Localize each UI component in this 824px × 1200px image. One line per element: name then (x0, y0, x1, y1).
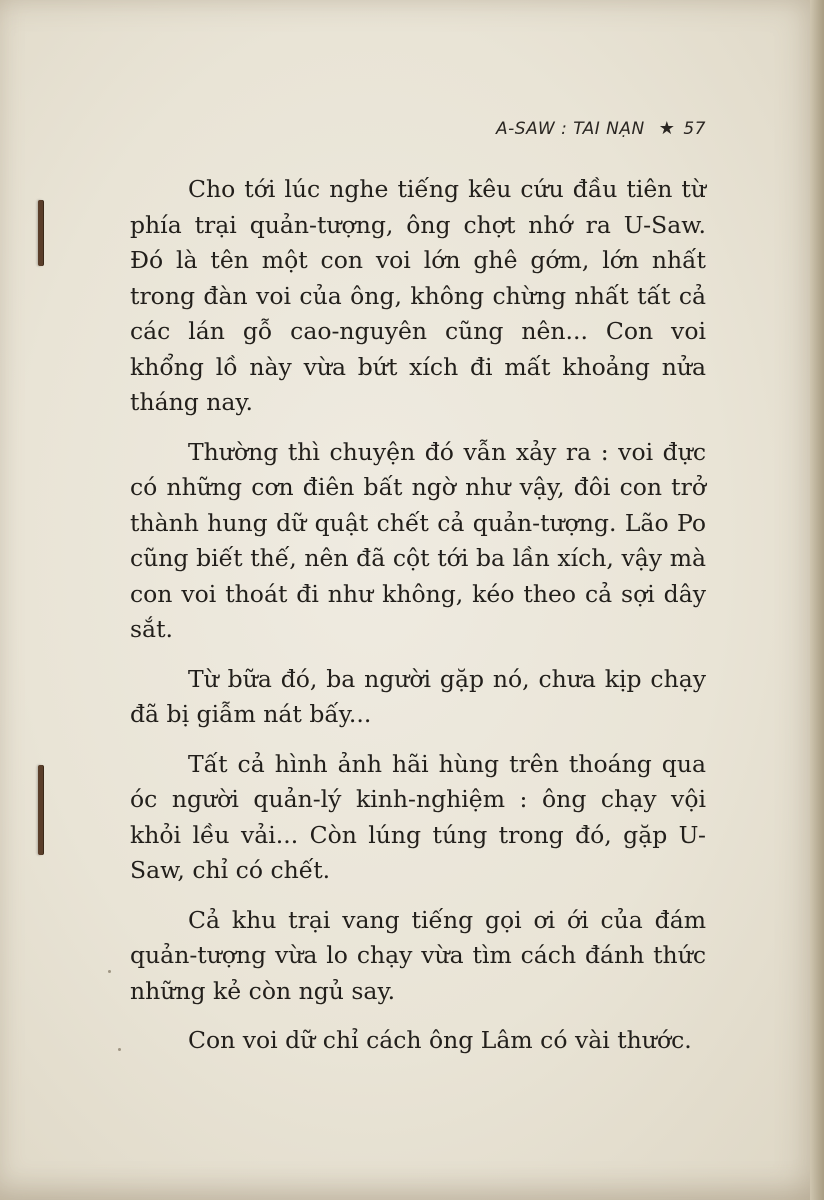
running-header (496, 118, 706, 139)
paper-spot (118, 1048, 121, 1051)
staple-bottom (38, 765, 43, 855)
star-icon: ★ (658, 118, 676, 139)
paragraph: Con voi dữ chỉ cách ông Lâm có vài thước. (188, 1026, 692, 1054)
page-edge (810, 0, 824, 1200)
body-text (130, 172, 706, 1073)
paragraph: Cả khu trại vang tiếng gọi ơi ới của đám quản-tượng vừa lo chạy vừa tìm cách đánh thức những kẻ còn ngủ say. (130, 905, 706, 1005)
running-title: A-SAW : TAI NẠN (496, 119, 645, 139)
paragraph: Từ bữa đó, ba người gặp nó, chưa kịp chạy đã bị giẫm nát bấy... (130, 664, 706, 728)
paragraph: Cho tới lúc nghe tiếng kêu cứu đầu tiên từ phía trại quản-tượng, ông chợt nhớ ra U-Saw. Đó là tên một con voi lớn ghê gớm, lớn nhất trong đàn voi của ông, không chừng nhất tất cả các lán gỗ cao-nguyên cũng nên... Con voi khổng lồ này vừa bứt xích đi mất khoảng nửa tháng nay. (130, 175, 706, 416)
page-number: 57 (683, 119, 706, 139)
paragraph: Tất cả hình ảnh hãi hùng trên thoáng qua óc người quản-lý kinh-nghiệm : ông chạy vội khỏi lều vải... Còn lúng túng trong đó, gặp U-Saw, chỉ có chết. (130, 749, 706, 884)
paragraph: Thường thì chuyện đó vẫn xảy ra : voi đực có những cơn điên bất ngờ như vậy, đôi con trở thành hung dữ quật chết cả quản-tượng. Lão Po cũng biết thế, nên đã cột tới ba lần xích, vậy mà con voi thoát đi như không, kéo theo cả sợi dây sắt. (130, 437, 706, 643)
paper-spot (108, 970, 111, 973)
staple-top (38, 200, 43, 266)
